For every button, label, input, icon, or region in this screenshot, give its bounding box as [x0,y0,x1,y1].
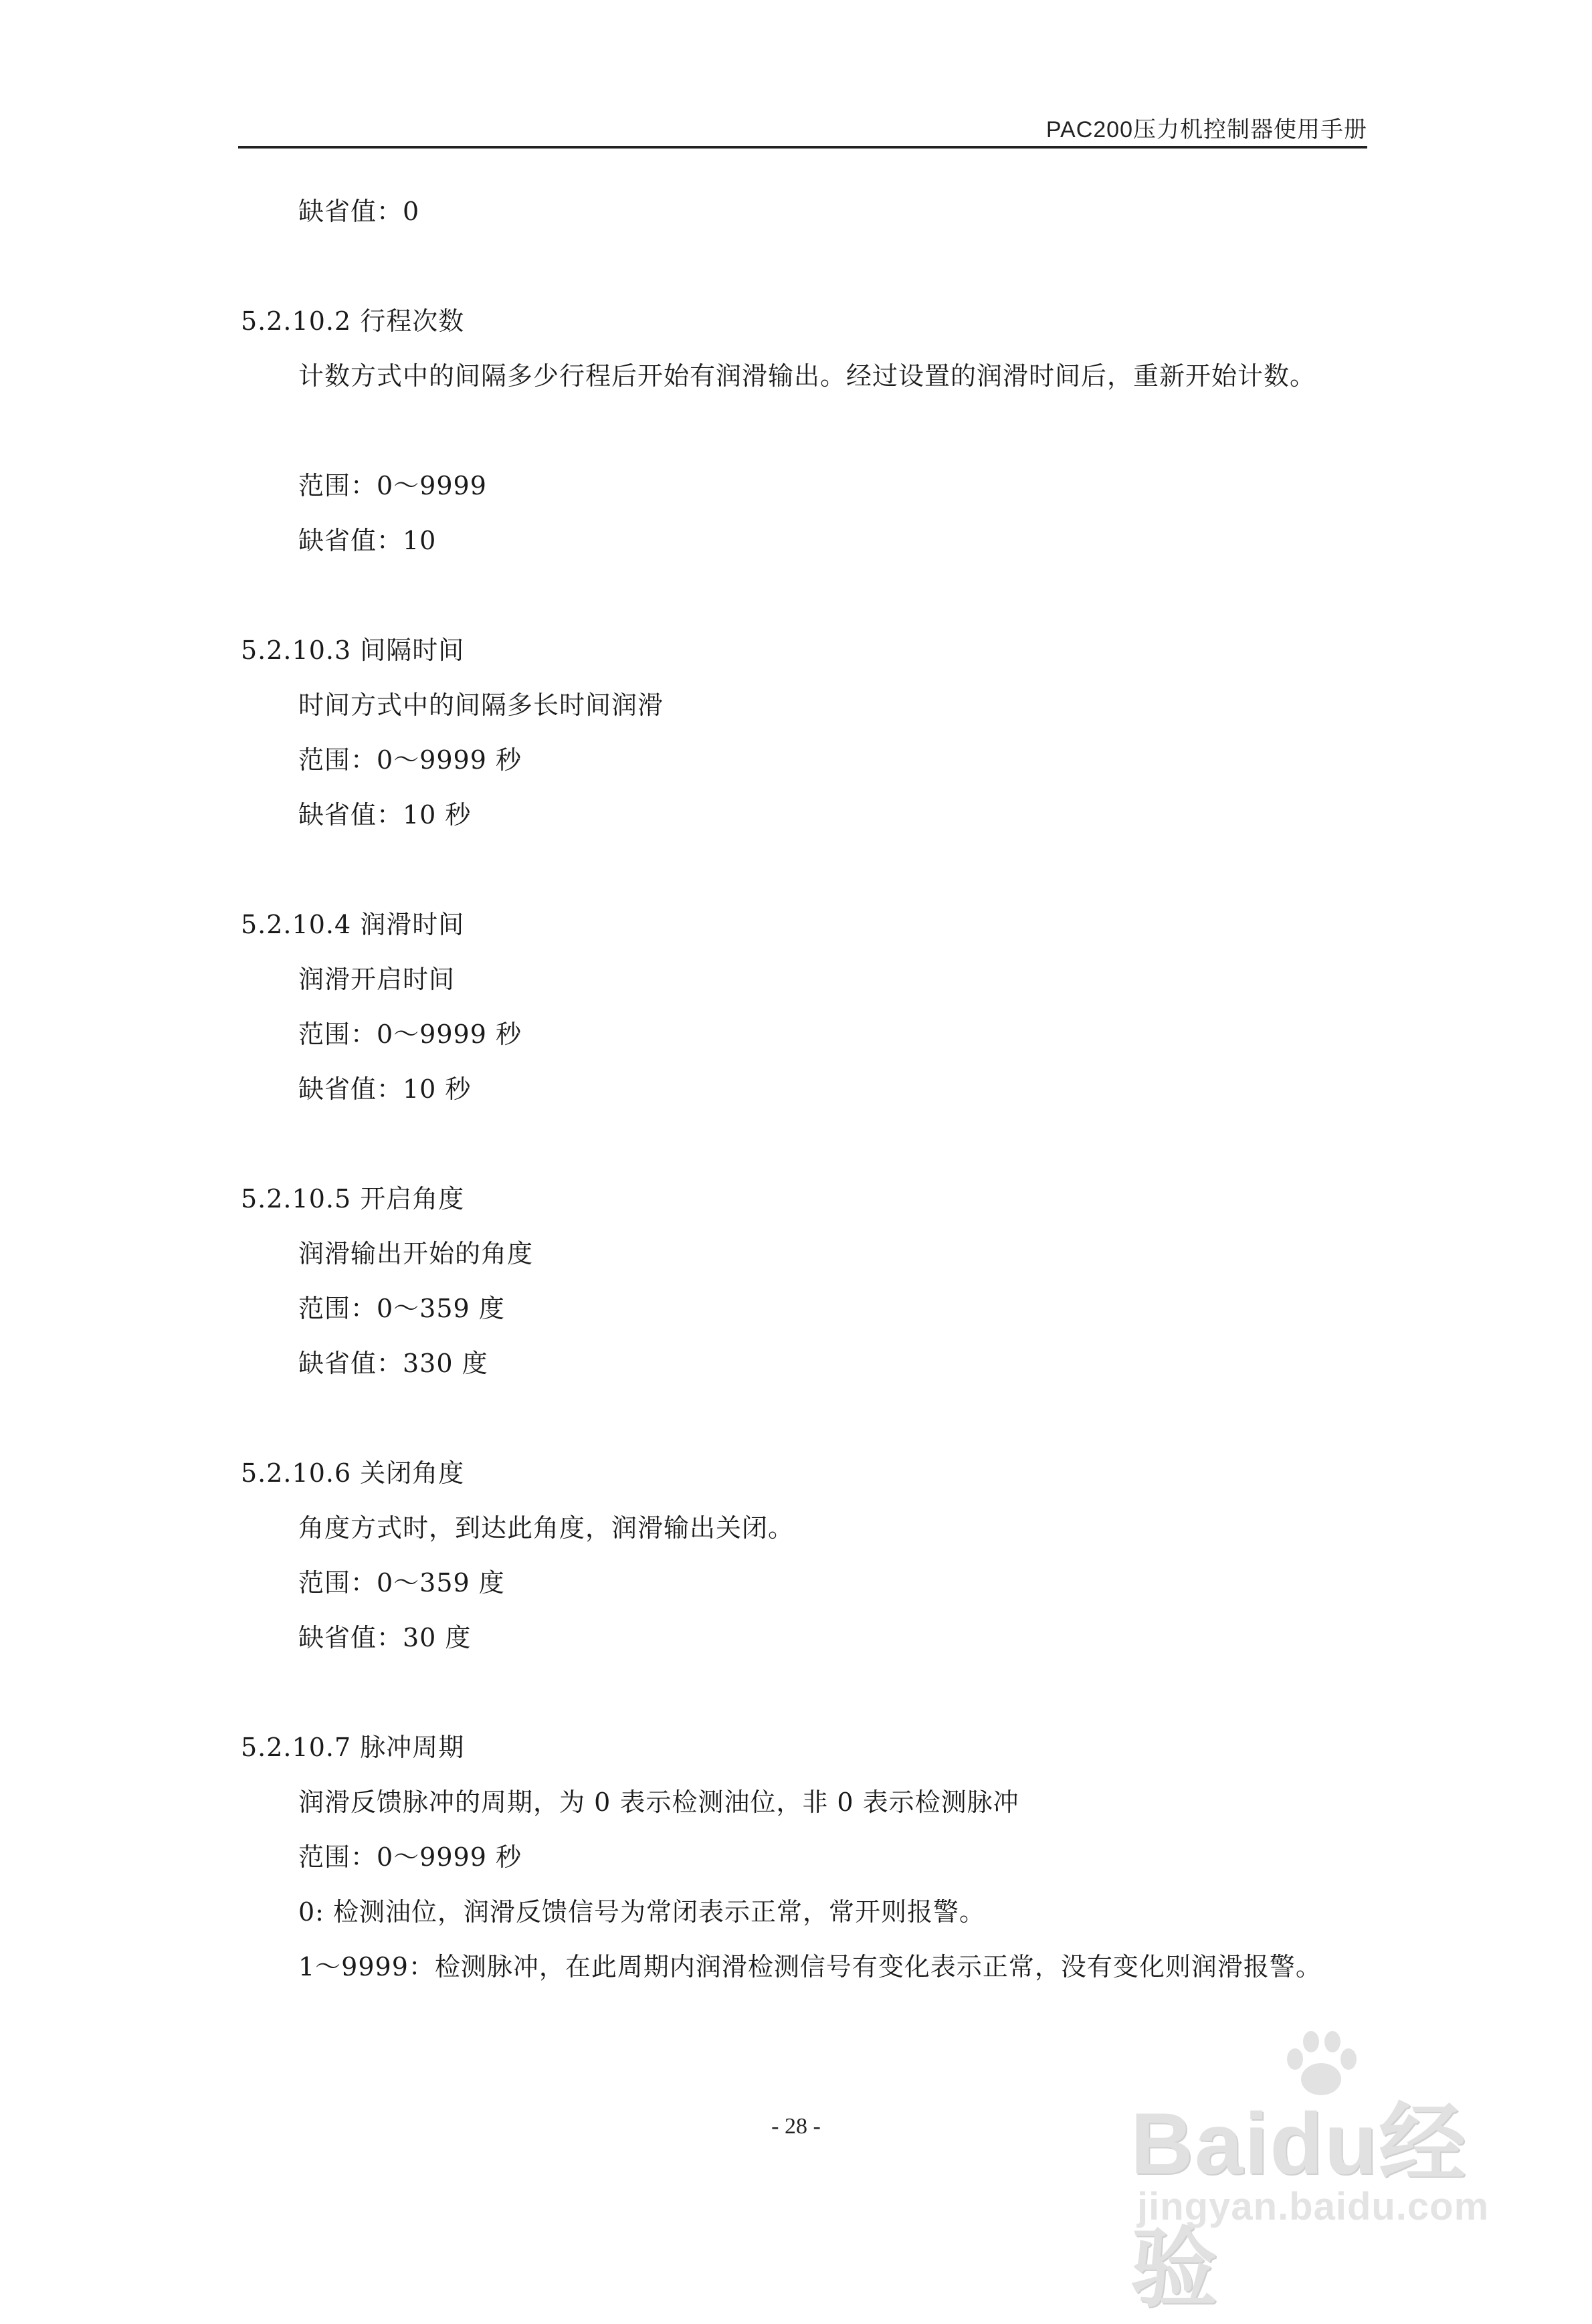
default-value-line: 缺省值：0 [298,197,420,226]
default-value-line: 缺省值：330 度 [298,1349,488,1378]
baidu-watermark [1124,2034,1498,2317]
default-value-line: 缺省值：10 秒 [298,800,472,830]
range-line: 范围：0～9999 秒 [298,1842,522,1872]
page-number: - 28 - [771,2114,821,2139]
range-line: 范围：0～9999 [298,471,487,500]
description-line: 角度方式时，到达此角度，润滑输出关闭。 [298,1513,795,1543]
range-line: 范围：0～9999 秒 [298,1020,522,1049]
section-heading: 5.2.10.6 关闭角度 [241,1458,465,1488]
description-line: 计数方式中的间隔多少行程后开始有润滑输出。经过设置的润滑时间后，重新开始计数。 [298,361,1316,391]
range-line: 范围：0～359 度 [298,1294,505,1323]
watermark-brand: Baidu经验 [1130,2095,1468,2317]
description-line: 润滑输出开始的角度 [298,1239,534,1268]
description-line: 时间方式中的间隔多长时间润滑 [298,690,664,720]
section-heading: 5.2.10.4 润滑时间 [241,910,465,939]
range-line: 范围：0～9999 秒 [298,745,522,775]
default-value-line: 缺省值：30 度 [298,1623,472,1652]
description-line: 润滑开启时间 [298,965,456,994]
option-line: 1～9999：检测脉冲，在此周期内润滑检测信号有变化表示正常，没有变化则润滑报警。 [298,1952,1322,1981]
section-heading: 5.2.10.5 开启角度 [241,1184,465,1214]
header-title: PAC200压力机控制器使用手册 [1046,117,1367,142]
section-heading: 5.2.10.7 脉冲周期 [241,1733,465,1762]
option-line: 0: 检测油位，润滑反馈信号为常闭表示正常，常开则报警。 [298,1897,986,1927]
default-value-line: 缺省值：10 [298,526,437,555]
default-value-line: 缺省值：10 秒 [298,1074,472,1104]
section-heading: 5.2.10.2 行程次数 [241,306,465,336]
section-heading: 5.2.10.3 间隔时间 [241,636,465,665]
range-line: 范围：0～359 度 [298,1568,505,1597]
watermark-url: jingyan.baidu.com [1137,2185,1490,2228]
description-line: 润滑反馈脉冲的周期，为 0 表示检测油位，非 0 表示检测脉冲 [298,1787,1019,1817]
